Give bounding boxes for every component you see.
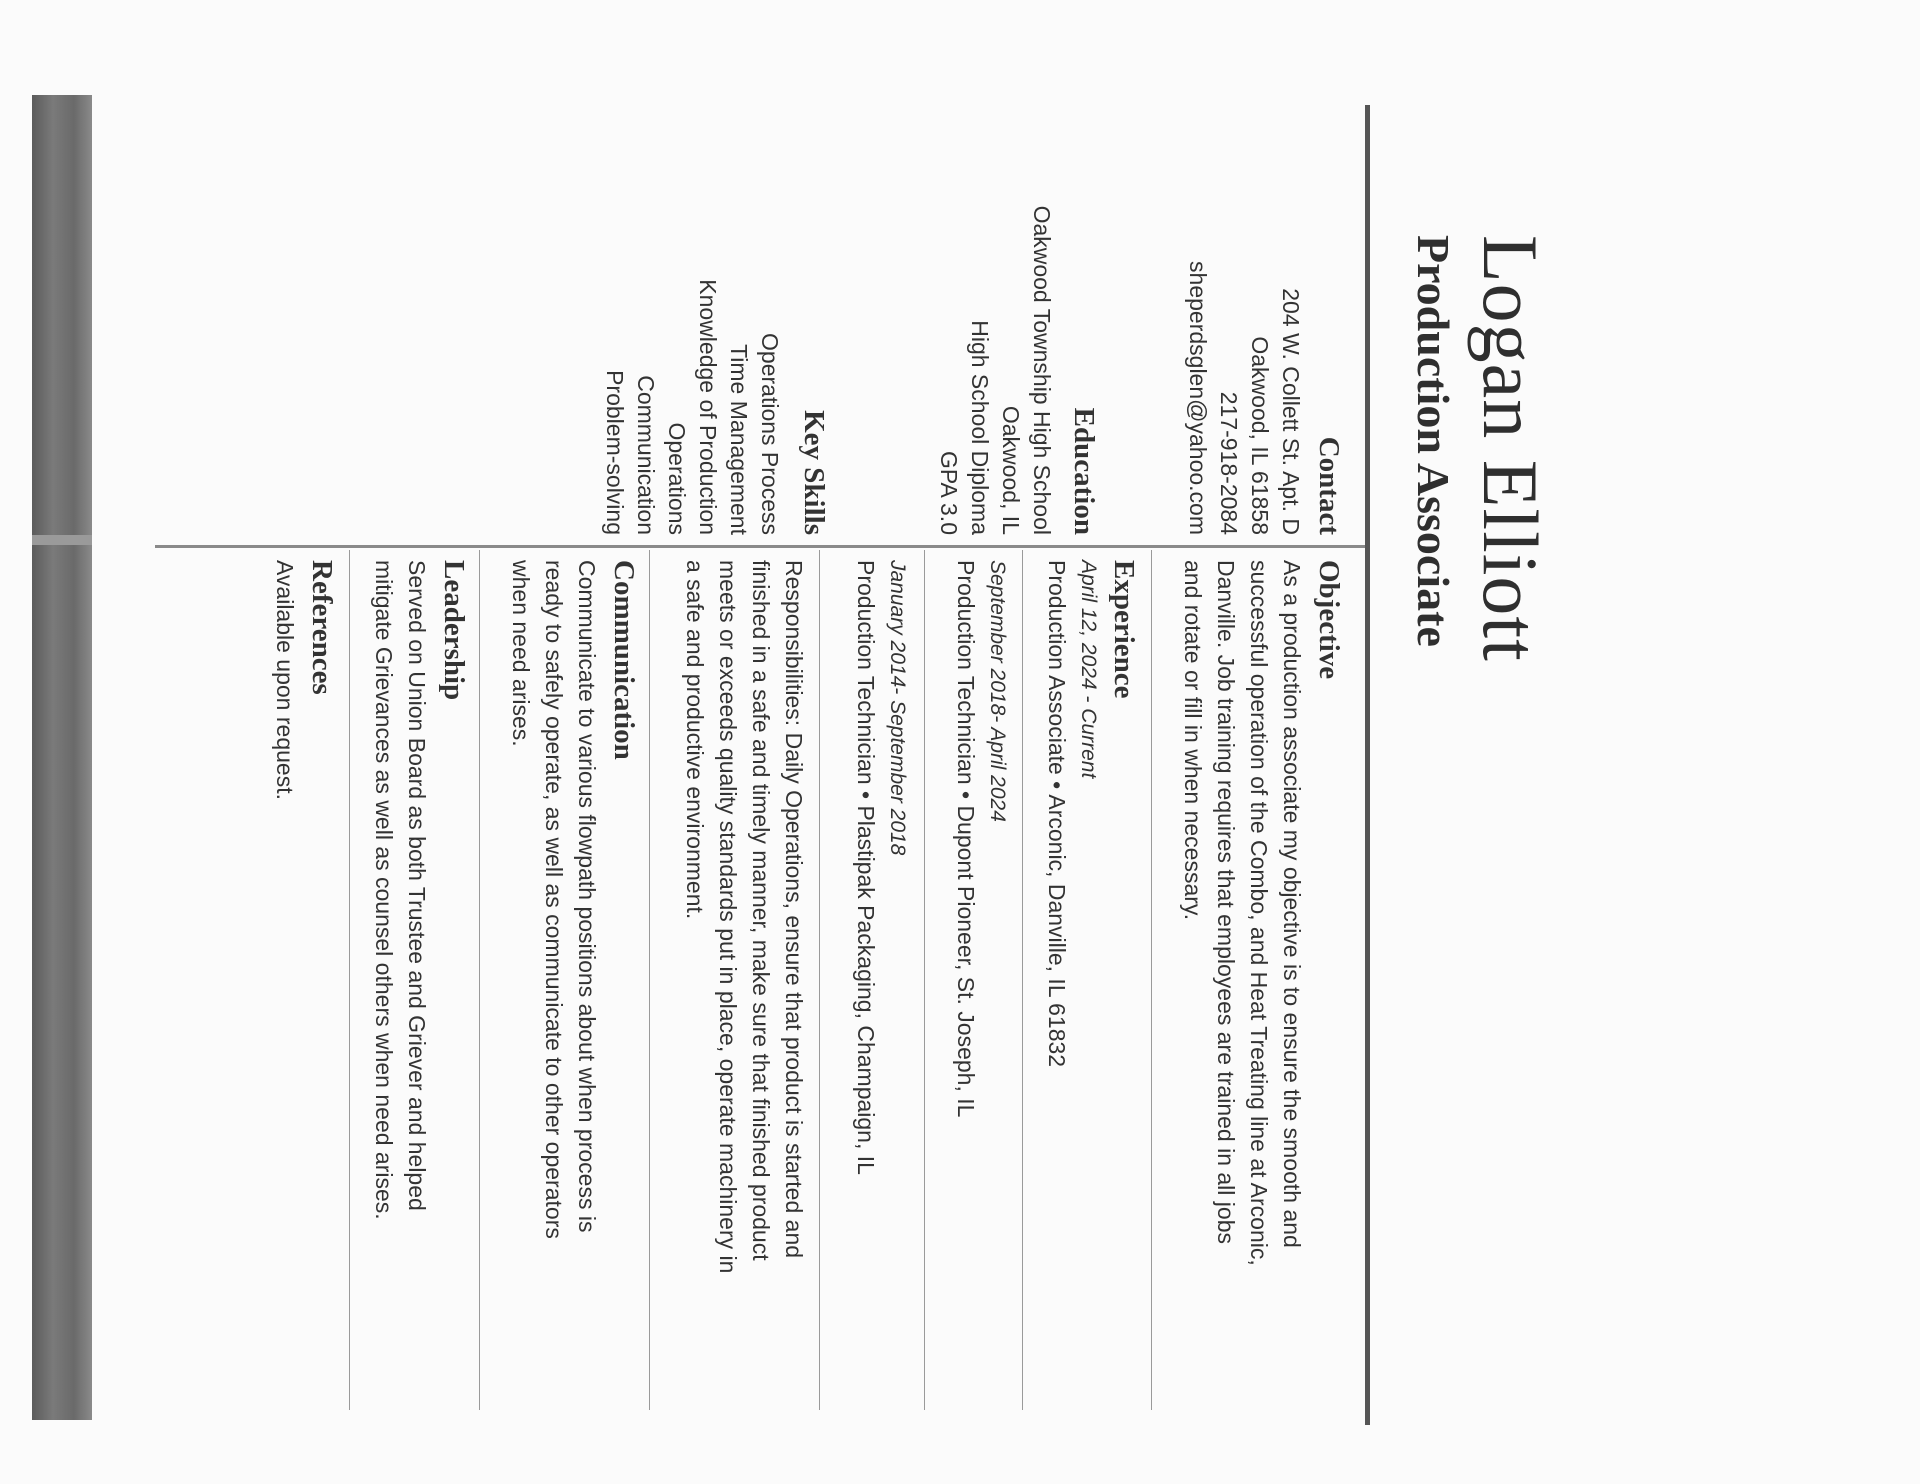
- references-heading: References: [306, 560, 338, 695]
- section-rule: [924, 550, 925, 1410]
- leadership-section: [367, 560, 470, 1360]
- column-divider: [155, 545, 1365, 548]
- communication-line: when need arises.: [508, 560, 534, 747]
- job-entry: [949, 560, 1012, 1360]
- references-text: Available upon request.: [272, 560, 298, 800]
- objective-heading: Objective: [1313, 560, 1345, 680]
- objective-line: successful operation of the Combo, and Heat Treating line at Arconic,: [1246, 560, 1272, 1266]
- section-rule: [1022, 550, 1023, 1410]
- job-role: Production Technician • Plastipak Packaging, Champaign, IL: [853, 560, 879, 1175]
- leadership-line: mitigate Grievances as well as counsel others when need arises.: [371, 560, 397, 1220]
- contact-email: sheperdsglen@yahoo.com: [1185, 261, 1211, 535]
- leadership-line: Served on Union Board as both Trustee and Griever and helped: [404, 560, 430, 1211]
- skills-section: [599, 125, 830, 535]
- skill-item: Communication: [633, 375, 659, 535]
- communication-line: Communicate to various flowpath positions about when process is: [574, 560, 600, 1233]
- job-date: September 2018- April 2024: [986, 560, 1009, 822]
- job-date: January 2014- September 2018: [886, 560, 909, 856]
- section-rule: [349, 550, 350, 1410]
- header-rule: [1365, 105, 1370, 1425]
- section-rule: [819, 550, 820, 1410]
- objective-section: [1176, 560, 1345, 1360]
- education-diploma: High School Diploma: [967, 320, 993, 535]
- experience-section: [1040, 560, 1140, 1360]
- references-section: [268, 560, 338, 1360]
- skill-item: Problem-solving: [602, 370, 628, 535]
- objective-line: As a production associate my objective is to ensure the smooth and: [1279, 560, 1305, 1248]
- communication-heading: Communication: [608, 560, 640, 760]
- skill-item: Time Management: [726, 344, 752, 535]
- leadership-heading: Leadership: [438, 560, 470, 701]
- contact-section: [1182, 125, 1345, 535]
- section-rule: [649, 550, 650, 1410]
- skill-item: Operations Process: [757, 333, 783, 535]
- contact-heading: Contact: [1313, 436, 1345, 535]
- communication-line: ready to safely operate, as well as communicate to other operators: [541, 560, 567, 1239]
- responsibilities-line: a safe and productive environment.: [682, 560, 708, 920]
- candidate-title: Production Associate: [1408, 235, 1459, 647]
- responsibilities-block: [678, 560, 810, 1360]
- job-role: Production Technician • Dupont Pioneer, St. Joseph, IL: [953, 560, 979, 1118]
- resume-page: [50, 65, 1610, 1405]
- job-date: April 12, 2024 - Current: [1077, 560, 1100, 779]
- education-location: Oakwood, IL: [998, 405, 1024, 535]
- candidate-name: Logan Elliott: [1467, 235, 1554, 662]
- skill-item: Operations: [664, 422, 690, 535]
- responsibilities-line: meets or exceeds quality standards put in place, operate machinery in: [715, 560, 741, 1274]
- skills-heading: Key Skills: [798, 410, 830, 535]
- education-gpa: GPA 3.0: [936, 451, 962, 535]
- section-rule: [479, 550, 480, 1410]
- objective-line: and rotate or fill in when necessary.: [1180, 560, 1206, 921]
- section-rule: [1151, 550, 1152, 1410]
- communication-section: [504, 560, 640, 1360]
- responsibilities-line: Responsibilities: Daily Operations, ensure that product is started and: [781, 560, 807, 1259]
- contact-city: Oakwood, IL 61858: [1247, 336, 1273, 535]
- education-school: Oakwood Township High School: [1029, 205, 1055, 535]
- education-section: [933, 125, 1100, 535]
- education-heading: Education: [1068, 407, 1100, 535]
- skill-item: Knowledge of Production: [695, 279, 721, 535]
- responsibilities-line: finished in a safe and timely manner, make sure that finished product: [748, 560, 774, 1261]
- job-role: Production Associate • Arconic, Danville, IL 61832: [1044, 560, 1070, 1068]
- contact-address: 204 W. Collett St. Apt. D: [1278, 288, 1304, 535]
- experience-heading: Experience: [1108, 560, 1140, 699]
- objective-line: Danville. Job training requires that employees are trained in all jobs: [1213, 560, 1239, 1244]
- job-entry: [849, 560, 912, 1360]
- contact-phone: 217-918-2084: [1216, 391, 1242, 535]
